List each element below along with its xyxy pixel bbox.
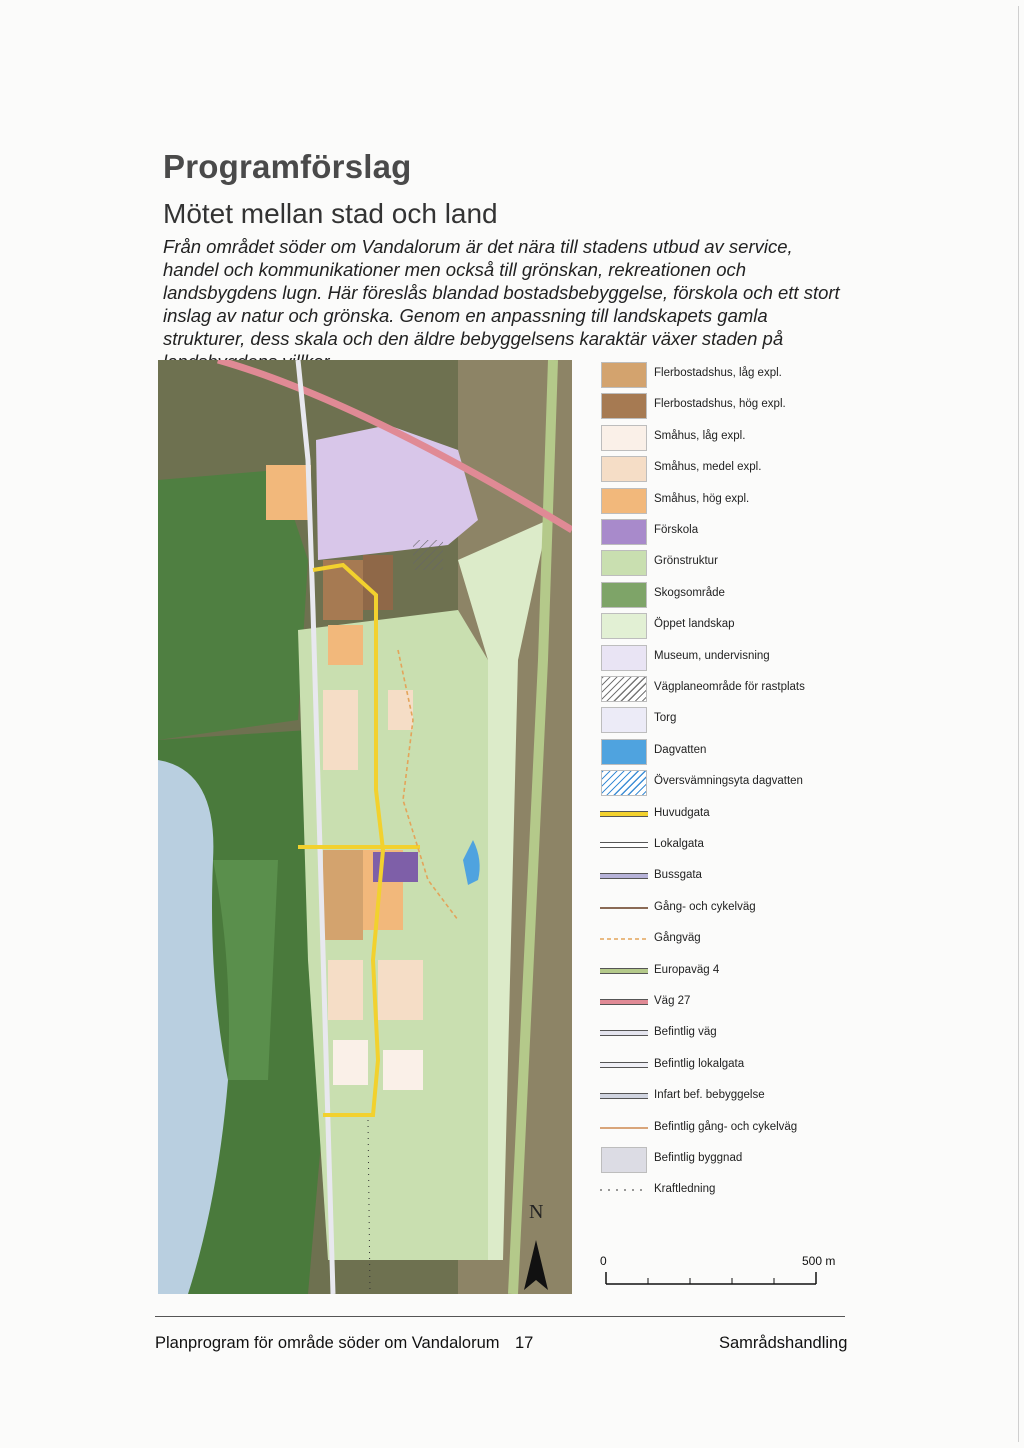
legend-item	[598, 391, 858, 419]
legend-label: Infart bef. bebyggelse	[654, 1089, 765, 1102]
footer-document-title: Planprogram för område söder om Vandalorum	[155, 1334, 500, 1352]
legend-item	[598, 1051, 858, 1079]
legend-item	[598, 643, 858, 671]
swatch	[601, 550, 647, 576]
road-line	[598, 804, 650, 824]
legend-item	[598, 1082, 858, 1110]
swatch	[601, 362, 647, 388]
legend-item	[598, 360, 858, 388]
rastplats-area	[413, 540, 443, 570]
swatch	[601, 707, 647, 733]
legend-item	[598, 894, 858, 922]
footer-status: Samrådshandling	[719, 1334, 848, 1352]
road-line	[598, 1055, 650, 1075]
legend-label: Befintlig gång- och cykelväg	[654, 1120, 798, 1133]
legend-item	[598, 1176, 858, 1204]
footer-rule	[155, 1316, 845, 1317]
legend-label: Befintlig byggnad	[654, 1152, 743, 1164]
legend-label: Befintlig lokalgata	[654, 1057, 745, 1070]
road-line	[598, 835, 650, 855]
legend-label: Befintlig väg	[654, 1026, 717, 1039]
power-line	[598, 1180, 650, 1200]
swatch	[601, 425, 647, 451]
road-line	[598, 866, 650, 886]
legend-item	[598, 768, 858, 796]
legend-item	[598, 674, 858, 702]
legend-item	[598, 548, 858, 576]
scale-start-label: 0	[600, 1254, 607, 1268]
legend-label: Europaväg 4	[654, 963, 720, 976]
legend-item	[598, 1019, 858, 1047]
legend-label: Museum, undervisning	[654, 649, 770, 662]
legend-label: Gångväg	[654, 932, 701, 945]
legend-item	[598, 831, 858, 859]
smahus-hog-plot	[266, 465, 311, 520]
hatch-swatch	[601, 676, 647, 702]
legend-label: Torg	[654, 712, 677, 725]
legend-label: Bussgata	[654, 869, 702, 882]
legend-label: Flerbostadshus, låg expl.	[654, 367, 782, 379]
legend-label: Förskola	[654, 524, 699, 536]
legend-label: Gång- och cykelväg	[654, 900, 756, 913]
legend-item	[598, 611, 858, 639]
swatch	[601, 582, 647, 608]
legend-item	[598, 486, 858, 514]
legend-item	[598, 580, 858, 608]
swatch	[601, 519, 647, 545]
legend-item	[598, 423, 858, 451]
legend-label: Kraftledning	[654, 1183, 716, 1196]
legend-item	[598, 925, 858, 953]
swatch	[601, 456, 647, 482]
swatch	[601, 1147, 647, 1173]
legend-label: Översvämningsyta dagvatten	[654, 775, 803, 788]
swatch	[601, 645, 647, 671]
north-arrow-label: N	[529, 1201, 544, 1223]
legend-item	[598, 454, 858, 482]
plan-map-svg	[158, 360, 572, 1294]
legend-item	[598, 1114, 858, 1142]
footer-page-number: 17	[515, 1334, 534, 1352]
legend-item	[598, 705, 858, 733]
legend-label: Vägplaneområde för rastplats	[654, 681, 805, 693]
legend-label: Skogsområde	[654, 586, 725, 599]
scale-bar-graphic	[598, 1252, 838, 1292]
legend-item	[598, 862, 858, 890]
road-line	[598, 961, 650, 981]
road-line	[598, 1023, 650, 1043]
legend-item	[598, 517, 858, 545]
swatch	[601, 739, 647, 765]
path-line	[598, 898, 650, 918]
page-subtitle: Mötet mellan stad och land	[163, 198, 498, 229]
legend-label: Öppet landskap	[654, 618, 735, 631]
legend-label: Grönstruktur	[654, 555, 718, 568]
legend-item	[598, 957, 858, 985]
intro-paragraph: Från området söder om Vandalorum är det nära till stadens utbud av service, handel och kommunikationer men också till grönskan, rekreationen och landsbygdens lugn. Här föreslås blandad bostadsbebyggelse, förskola och ett stort inslag av natur och grönska. Genom en anpassning till landskapets gamla strukturer, dess skala och den äldre bebyggelsens karaktär växer staden på	[163, 236, 840, 349]
plan-map[interactable]	[158, 360, 572, 1294]
legend-label: Huvudgata	[654, 806, 710, 819]
swatch	[601, 393, 647, 419]
swatch	[601, 613, 647, 639]
path-line	[598, 1118, 650, 1138]
legend-label: Väg 27	[654, 995, 691, 1007]
legend-label: Småhus, hög expl.	[654, 492, 750, 505]
dashed-line	[598, 929, 650, 949]
legend-label: Lokalgata	[654, 838, 704, 850]
legend-label: Flerbostadshus, hög expl.	[654, 398, 786, 411]
scale-bar	[598, 1252, 838, 1292]
legend-item	[598, 737, 858, 765]
legend-item	[598, 1145, 858, 1173]
hatch-swatch	[601, 770, 647, 796]
legend-item	[598, 988, 858, 1016]
scale-end-label: 500 m	[802, 1254, 836, 1268]
legend-label: Småhus, medel expl.	[654, 461, 762, 474]
page-title: Programförslag	[163, 148, 412, 185]
legend-label: Småhus, låg expl.	[654, 429, 746, 442]
legend-label: Dagvatten	[654, 743, 707, 756]
road-line	[598, 1086, 650, 1106]
road-line	[598, 992, 650, 1012]
swatch	[601, 488, 647, 514]
legend-item	[598, 800, 858, 828]
